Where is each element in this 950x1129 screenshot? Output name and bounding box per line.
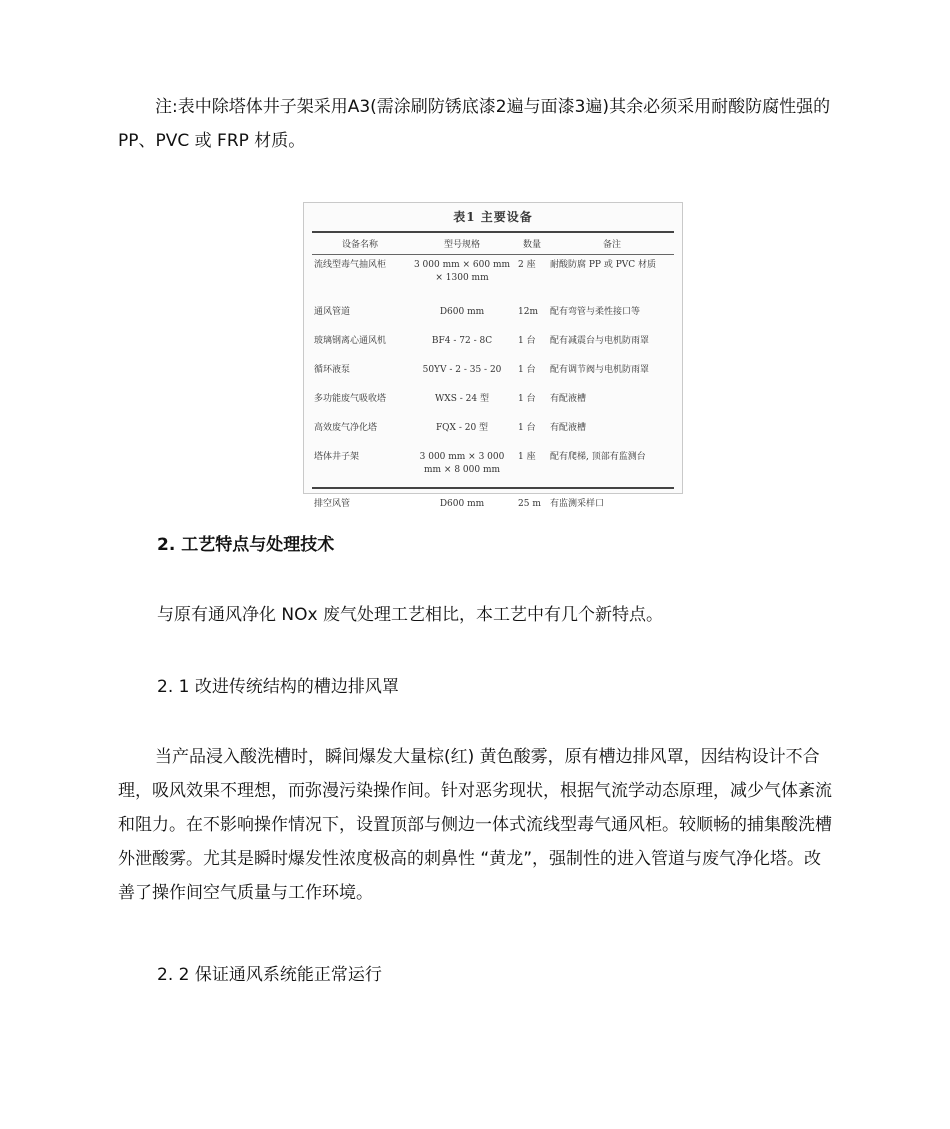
header-name: 设备名称 bbox=[341, 240, 378, 250]
table-title: 表1 主要设备 bbox=[453, 210, 533, 224]
cell-name: 排空风管 bbox=[314, 499, 351, 509]
cell-qty: 1 座 bbox=[518, 452, 536, 462]
header-spec: 型号规格 bbox=[443, 240, 480, 250]
cell-remark: 有监测采样口 bbox=[550, 499, 605, 509]
body-paragraph: 当产品浸入酸洗槽时，瞬间爆发大量棕(红) 黄色酸雾，原有槽边排风罩，因结构设计不合理，吸风效果不理想，而弥漫污染操作间。针对恶劣现状，根据气流学动态原理，减少气体紊流和阻力。在不影响操作情况下，设置顶部与侧边一体式流线型毒气通风柜。较顺畅的捕集酸洗槽外泄酸雾。尤其是瞬时爆发性浓度极高的刺鼻性 “黄龙”，强制性的进入管道与废气净化塔。改善了操作间空气质量与工作环境。 bbox=[118, 747, 832, 903]
cell-spec: 3 000 mm × 3 000 mm × 8 000 mm bbox=[419, 452, 505, 475]
cell-spec: D600 mm bbox=[439, 307, 485, 317]
cell-remark: 配有调节阀与电机防雨罩 bbox=[550, 365, 650, 375]
table-row bbox=[312, 254, 676, 301]
table-note: 注:表中除塔体井子架采用A3(需涂刷防锈底漆2遍与面漆3遍)其余必须采用耐酸防腐性强的 PP、PVC 或 FRP 材质。 bbox=[118, 97, 831, 151]
header-qty: 数量 bbox=[522, 240, 541, 250]
cell-remark: 配有弯管与柔性接口等 bbox=[550, 307, 641, 317]
table-row bbox=[312, 359, 676, 388]
cell-remark: 有配液槽 bbox=[550, 394, 587, 404]
equipment-table bbox=[312, 233, 676, 522]
cell-name: 通风管道 bbox=[314, 307, 351, 317]
cell-qty: 12m bbox=[518, 307, 538, 317]
cell-remark: 耐酸防腐 PP 或 PVC 材质 bbox=[550, 260, 656, 270]
cell-name: 流线型毒气抽风柜 bbox=[314, 260, 387, 270]
table-row bbox=[312, 330, 676, 359]
cell-qty: 25 m bbox=[518, 499, 541, 509]
cell-remark: 有配液槽 bbox=[550, 423, 587, 433]
cell-qty: 1 台 bbox=[518, 394, 536, 404]
table-row bbox=[312, 493, 676, 522]
cell-spec: FQX - 20 型 bbox=[435, 423, 489, 433]
table-row bbox=[312, 388, 676, 417]
subsection-heading-2-2: 2. 2 保证通风系统能正常运行 bbox=[157, 965, 382, 985]
equipment-table-figure bbox=[303, 202, 683, 509]
cell-spec: WXS - 24 型 bbox=[435, 394, 489, 404]
cell-spec: D600 mm bbox=[439, 499, 485, 509]
intro-paragraph: 与原有通风净化 NOx 废气处理工艺相比，本工艺中有几个新特点。 bbox=[157, 605, 663, 625]
cell-spec: 50YV - 2 - 35 - 20 bbox=[422, 365, 502, 375]
table-header-row bbox=[312, 233, 676, 254]
cell-remark: 配有减震台与电机防雨罩 bbox=[550, 336, 650, 346]
table-row bbox=[312, 417, 676, 446]
cell-qty: 1 台 bbox=[518, 365, 536, 375]
cell-qty: 1 台 bbox=[518, 336, 536, 346]
cell-spec: BF4 - 72 - 8C bbox=[431, 336, 493, 346]
cell-name: 玻璃钢离心通风机 bbox=[314, 336, 387, 346]
cell-remark: 配有爬梯, 顶部有监测台 bbox=[550, 452, 646, 462]
cell-spec: 3 000 mm × 600 mm × 1300 mm bbox=[413, 260, 511, 283]
cell-qty: 2 座 bbox=[518, 260, 536, 270]
header-remark: 备注 bbox=[602, 240, 621, 250]
section-heading: 2. 工艺特点与处理技术 bbox=[157, 535, 335, 555]
cell-name: 塔体井子架 bbox=[314, 452, 360, 462]
cell-qty: 1 台 bbox=[518, 423, 536, 433]
cell-name: 循环液泵 bbox=[314, 365, 351, 375]
cell-name: 多功能废气吸收塔 bbox=[314, 394, 387, 404]
subsection-heading-2-1: 2. 1 改进传统结构的槽边排风罩 bbox=[157, 677, 399, 697]
table-row bbox=[312, 446, 676, 493]
cell-name: 高效废气净化塔 bbox=[314, 423, 378, 433]
table-row bbox=[312, 301, 676, 330]
